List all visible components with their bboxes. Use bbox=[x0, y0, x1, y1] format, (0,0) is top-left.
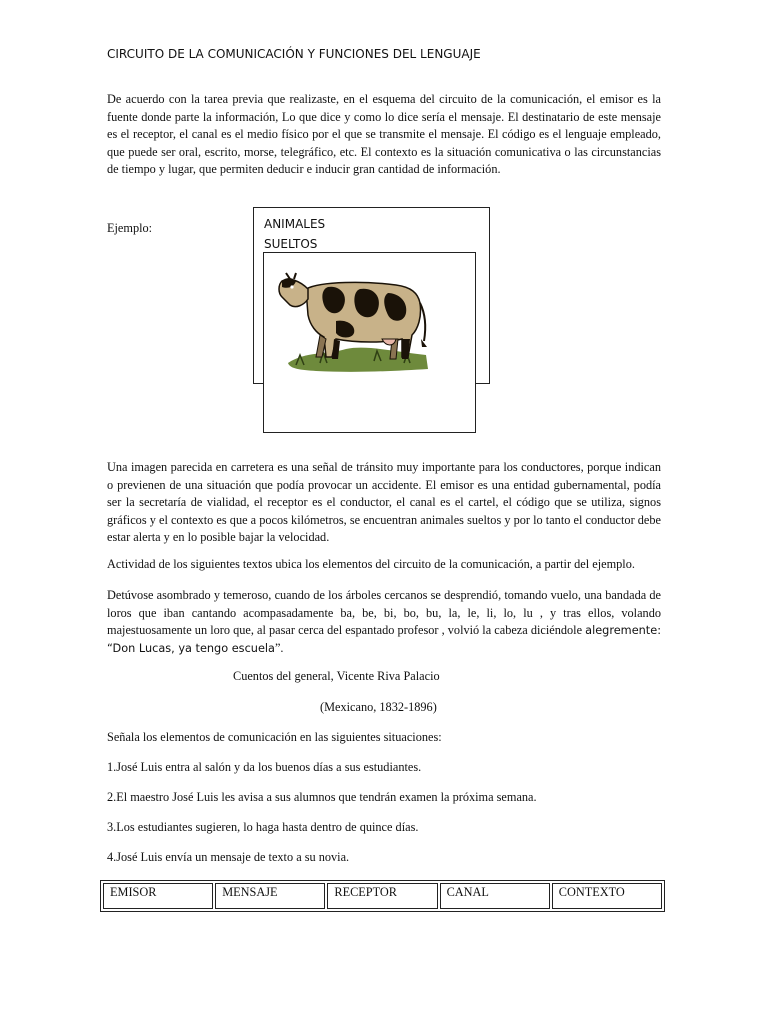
header-mensaje: MENSAJE bbox=[215, 883, 325, 909]
instruction-text: Señala los elementos de comunicación en las siguientes situaciones: bbox=[107, 730, 442, 744]
table-header-row bbox=[103, 883, 662, 909]
header-canal: CANAL bbox=[440, 883, 550, 909]
road-sign-line-2: SUELTOS bbox=[264, 237, 318, 251]
road-sign-line-1: ANIMALES bbox=[264, 217, 326, 231]
activity-paragraph: Actividad de los siguientes textos ubica los elementos del circuito de la comunicación, a partir del ejemplo. bbox=[107, 557, 635, 571]
cow-icon bbox=[276, 259, 436, 377]
road-sign-text bbox=[264, 214, 325, 254]
situation-item-4: 4.José Luis envía un mensaje de texto a su novia. bbox=[107, 850, 350, 864]
story-quote-close: ”. bbox=[274, 640, 284, 655]
document-title: CIRCUITO DE LA COMUNICACIÓN Y FUNCIONES DEL LENGUAJE bbox=[107, 47, 481, 61]
story-source: Cuentos del general, Vicente Riva Palacio bbox=[233, 669, 440, 683]
header-receptor: RECEPTOR bbox=[327, 883, 437, 909]
situation-item-2: 2.El maestro José Luis les avisa a sus alumnos que tendrán examen la próxima semana. bbox=[107, 790, 537, 804]
story-ending-word: alegremente bbox=[585, 624, 658, 638]
story-paragraph bbox=[107, 587, 661, 657]
communication-elements-table bbox=[100, 880, 665, 912]
intro-paragraph: De acuerdo con la tarea previa que realizaste, en el esquema del circuito de la comunicación, el emisor es la fuente donde parte la información, Lo que dice y como lo dice sería el mensaje. El destinatario de este mensaje es el receptor, el canal es el medio físico por el que se transmite el mensaje. El código es el lenguaje empleado, que puede ser oral, escrito, morse, telegráfico, etc. El contexto es la situación comunicativa o las circunstancias de tiempo y lugar, que permiten deducir e inducir gran cantidad de información. bbox=[107, 92, 661, 177]
header-emisor: EMISOR bbox=[103, 883, 213, 909]
header-contexto: CONTEXTO bbox=[552, 883, 662, 909]
explanation-paragraph: Una imagen parecida en carretera es una señal de tránsito muy importante para los conductores, porque indican o previenen de una situación que podía provocar un accidente. El emisor es una entidad gubernamental, podía ser la secretaría de vialidad, el receptor es el conductor, el canal es el cartel, el código que se utiliza, signos gráficos y el contexto es que a pocos kilómetros, se encuentran animales sueltos y por lo tanto el conductor debe estar alerta y en lo posible bajar la velocidad. bbox=[107, 460, 661, 545]
story-source-detail: (Mexicano, 1832-1896) bbox=[320, 700, 437, 714]
situation-item-1: 1.José Luis entra al salón y da los buenos días a sus estudiantes. bbox=[107, 760, 422, 774]
story-text: Detúvose asombrado y temeroso, cuando de los árboles cercanos se desprendió, tomando vuelo, una bandada de loros que iban cantando acompasadamente ba, be, bi, bo, bu, la, le, li, lo, lu , y tras ellos, volando majestuosamente un loro que, al pasar cerca del espantado profesor , volvió la cabeza diciéndole bbox=[107, 588, 661, 638]
situation-item-3: 3.Los estudiantes sugieren, lo haga hasta dentro de quince días. bbox=[107, 820, 419, 834]
sign-image-box bbox=[263, 252, 476, 433]
example-label: Ejemplo: bbox=[107, 221, 153, 235]
story-quote: : “Don Lucas, ya tengo escuela bbox=[107, 624, 661, 655]
